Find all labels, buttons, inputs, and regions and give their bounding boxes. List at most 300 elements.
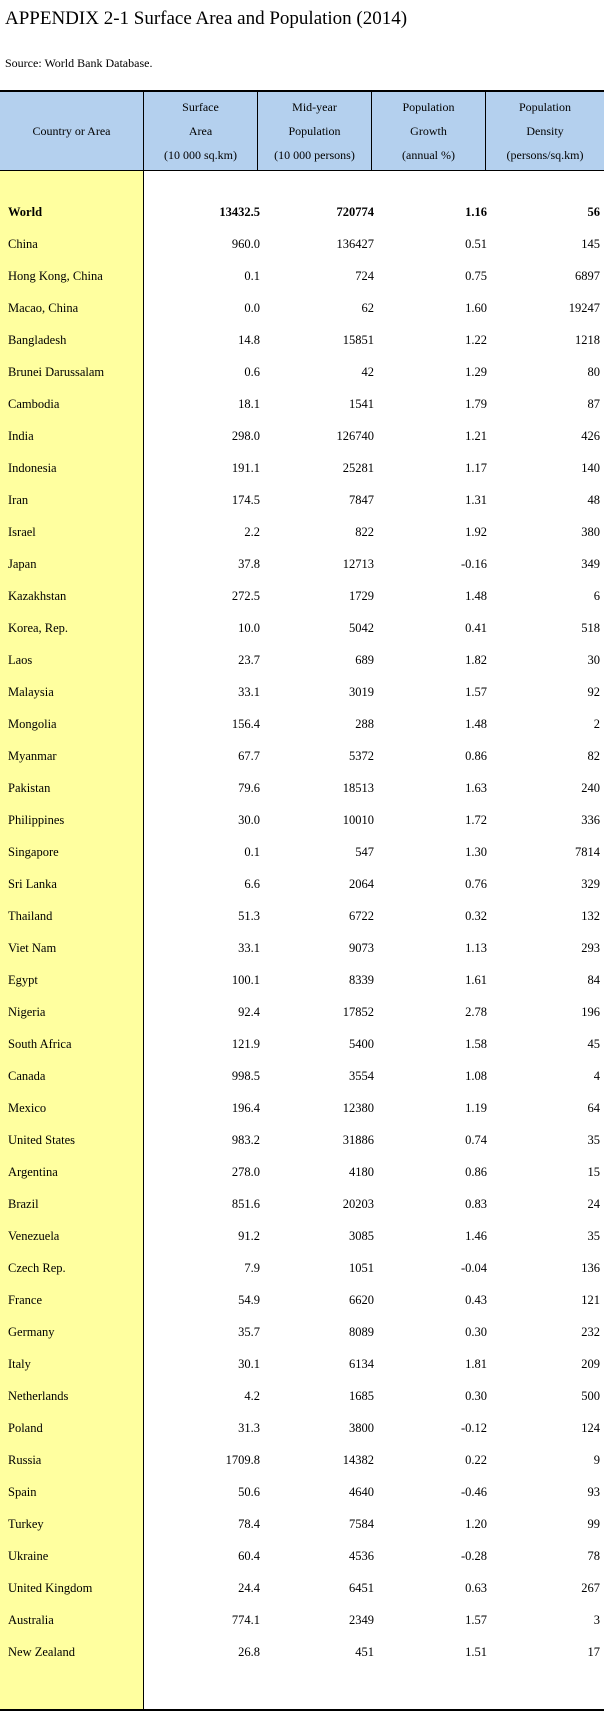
cell-surface-area: 79.6: [238, 781, 260, 795]
cell-density: 209: [581, 1357, 600, 1371]
cell-country: Singapore: [8, 845, 59, 859]
cell-surface-area: 851.6: [231, 1197, 260, 1211]
cell-country: Italy: [8, 1357, 31, 1371]
cell-population: 2349: [349, 1613, 374, 1627]
table-row: [0, 516, 604, 548]
header-line: Population: [402, 100, 455, 114]
cell-growth: 1.20: [465, 1517, 487, 1531]
cell-growth: 0.63: [465, 1581, 487, 1595]
cell-surface-area: 7.9: [244, 1261, 260, 1275]
cell-growth: 1.51: [465, 1645, 487, 1659]
cell-population: 1051: [349, 1261, 374, 1275]
cell-growth: 0.41: [465, 621, 487, 635]
cell-country: Myanmar: [8, 749, 57, 763]
cell-density: 426: [581, 429, 600, 443]
cell-surface-area: 26.8: [238, 1645, 260, 1659]
cell-country: Poland: [8, 1421, 43, 1435]
cell-country: Turkey: [8, 1517, 44, 1531]
cell-density: 7814: [575, 845, 600, 859]
cell-surface-area: 24.4: [238, 1581, 260, 1595]
cell-density: 380: [581, 525, 600, 539]
table-row: [0, 1060, 604, 1092]
table-row: [0, 804, 604, 836]
header-line: (persons/sq.km): [506, 148, 584, 162]
cell-growth: 1.21: [465, 429, 487, 443]
cell-growth: 0.22: [465, 1453, 487, 1467]
cell-density: 56: [587, 205, 600, 219]
cell-surface-area: 10.0: [238, 621, 260, 635]
cell-growth: 1.57: [465, 1613, 487, 1627]
cell-population: 6620: [349, 1293, 374, 1307]
table-row: [0, 676, 604, 708]
cell-growth: 0.83: [465, 1197, 487, 1211]
cell-population: 689: [355, 653, 374, 667]
cell-population: 822: [355, 525, 374, 539]
cell-surface-area: 14.8: [238, 333, 260, 347]
cell-population: 5372: [349, 749, 374, 763]
cell-surface-area: 960.0: [231, 237, 260, 251]
cell-density: 9: [593, 1453, 600, 1467]
column-divider: [371, 92, 372, 170]
cell-country: Thailand: [8, 909, 53, 923]
header-line: Population: [518, 100, 571, 114]
cell-country: Ukraine: [8, 1549, 49, 1563]
cell-country: Cambodia: [8, 397, 60, 411]
cell-surface-area: 191.1: [231, 461, 260, 475]
table-row: [0, 1220, 604, 1252]
table-row: [0, 1508, 604, 1540]
cell-country: New Zealand: [8, 1645, 75, 1659]
table-row: [0, 1284, 604, 1316]
cell-density: 45: [587, 1037, 600, 1051]
header-growth: [372, 92, 485, 170]
cell-population: 3085: [349, 1229, 374, 1243]
cell-growth: 0.32: [465, 909, 487, 923]
cell-country: Nigeria: [8, 1005, 46, 1019]
cell-population: 5400: [349, 1037, 374, 1051]
cell-country: Kazakhstan: [8, 589, 67, 603]
cell-surface-area: 91.2: [238, 1229, 260, 1243]
cell-surface-area: 774.1: [231, 1613, 260, 1627]
cell-growth: 1.30: [465, 845, 487, 859]
cell-country: Korea, Rep.: [8, 621, 69, 635]
header-line: Area: [188, 124, 213, 138]
cell-country: Hong Kong, China: [8, 269, 103, 283]
header-line: Mid-year: [292, 100, 337, 114]
header-population: [258, 92, 371, 170]
cell-surface-area: 121.9: [231, 1037, 260, 1051]
cell-surface-area: 51.3: [238, 909, 260, 923]
table-bottom-rule: [0, 1709, 604, 1711]
column-divider: [257, 92, 258, 170]
cell-density: 35: [587, 1133, 600, 1147]
cell-density: 99: [587, 1517, 600, 1531]
cell-growth: -0.12: [460, 1421, 487, 1435]
cell-growth: 1.60: [465, 301, 487, 315]
cell-surface-area: 998.5: [231, 1069, 260, 1083]
cell-population: 8339: [349, 973, 374, 987]
cell-density: 1218: [575, 333, 600, 347]
table-row: [0, 484, 604, 516]
cell-population: 1541: [349, 397, 374, 411]
table-row: [0, 868, 604, 900]
cell-growth: 1.81: [465, 1357, 487, 1371]
table-row: [0, 420, 604, 452]
cell-surface-area: 0.6: [244, 365, 260, 379]
cell-surface-area: 92.4: [238, 1005, 260, 1019]
table-row: [0, 900, 604, 932]
cell-population: 6451: [349, 1581, 374, 1595]
cell-population: 9073: [349, 941, 374, 955]
cell-density: 30: [587, 653, 600, 667]
cell-surface-area: 174.5: [231, 493, 260, 507]
cell-population: 724: [355, 269, 374, 283]
cell-country: Argentina: [8, 1165, 58, 1179]
table-row: [0, 740, 604, 772]
table-row: [0, 612, 604, 644]
cell-population: 6134: [349, 1357, 374, 1371]
cell-surface-area: 30.1: [238, 1357, 260, 1371]
cell-surface-area: 31.3: [238, 1421, 260, 1435]
header-line: Surface: [182, 100, 219, 114]
header-line: Population: [288, 124, 341, 138]
table-row: [0, 1604, 604, 1636]
cell-surface-area: 60.4: [238, 1549, 260, 1563]
cell-density: 240: [581, 781, 600, 795]
cell-country: Brunei Darussalam: [8, 365, 105, 379]
table-row: [0, 1348, 604, 1380]
cell-density: 3: [593, 1613, 600, 1627]
cell-growth: -0.46: [460, 1485, 487, 1499]
cell-growth: 0.76: [465, 877, 487, 891]
cell-population: 12380: [342, 1101, 374, 1115]
cell-country: World: [8, 205, 43, 219]
cell-density: 6: [593, 589, 600, 603]
cell-growth: 1.61: [465, 973, 487, 987]
cell-growth: 0.30: [465, 1389, 487, 1403]
cell-density: 6897: [575, 269, 600, 283]
cell-density: 232: [581, 1325, 600, 1339]
table-row: [0, 1316, 604, 1348]
table-row: [0, 1188, 604, 1220]
cell-population: 4536: [349, 1549, 374, 1563]
cell-density: 24: [587, 1197, 600, 1211]
cell-density: 84: [587, 973, 600, 987]
cell-growth: 1.82: [465, 653, 487, 667]
cell-growth: 1.46: [465, 1229, 487, 1243]
cell-population: 547: [355, 845, 374, 859]
cell-country: Israel: [8, 525, 36, 539]
cell-density: 267: [581, 1581, 600, 1595]
table-row: [0, 292, 604, 324]
cell-country: Canada: [8, 1069, 46, 1083]
table-row: [0, 932, 604, 964]
cell-density: 329: [581, 877, 600, 891]
cell-density: 140: [581, 461, 600, 475]
table-row: [0, 1636, 604, 1668]
cell-population: 31886: [342, 1133, 374, 1147]
cell-country: Spain: [8, 1485, 37, 1499]
cell-growth: 0.74: [465, 1133, 487, 1147]
cell-density: 78: [587, 1549, 600, 1563]
cell-density: 15: [587, 1165, 600, 1179]
table-row: [0, 644, 604, 676]
cell-growth: 1.08: [465, 1069, 487, 1083]
cell-country: South Africa: [8, 1037, 72, 1051]
cell-growth: -0.04: [460, 1261, 487, 1275]
cell-density: 17: [587, 1645, 600, 1659]
cell-country: Sri Lanka: [8, 877, 57, 891]
header-line: Density: [526, 124, 564, 138]
cell-country: United Kingdom: [8, 1581, 93, 1595]
table-row: [0, 836, 604, 868]
page-title: APPENDIX 2-1 Surface Area and Population (2014): [5, 8, 408, 29]
table-row: [0, 1380, 604, 1412]
cell-growth: 1.63: [465, 781, 487, 795]
cell-growth: 1.92: [465, 525, 487, 539]
cell-density: 132: [581, 909, 600, 923]
header-bottom-rule: [0, 170, 604, 171]
cell-growth: 1.17: [465, 461, 487, 475]
source-note: Source: World Bank Database.: [5, 56, 153, 70]
cell-surface-area: 35.7: [238, 1325, 260, 1339]
cell-growth: 1.31: [465, 493, 487, 507]
table-row: [0, 1476, 604, 1508]
table-row: [0, 1124, 604, 1156]
cell-growth: 0.51: [465, 237, 487, 251]
cell-country: Iran: [8, 493, 29, 507]
cell-density: 93: [587, 1485, 600, 1499]
cell-density: 48: [587, 493, 600, 507]
cell-density: 124: [581, 1421, 600, 1435]
table-row: [0, 1412, 604, 1444]
header-country-line: Country or Area: [32, 124, 111, 138]
cell-growth: 0.43: [465, 1293, 487, 1307]
cell-growth: 1.72: [465, 813, 487, 827]
cell-country: Netherlands: [8, 1389, 69, 1403]
cell-country: Bangladesh: [8, 333, 67, 347]
table-row: [0, 452, 604, 484]
cell-growth: 1.48: [465, 717, 487, 731]
cell-population: 5042: [349, 621, 374, 635]
table-row: [0, 1540, 604, 1572]
header-line: (10 000 persons): [274, 148, 355, 162]
cell-population: 42: [361, 365, 374, 379]
cell-surface-area: 50.6: [238, 1485, 260, 1499]
cell-country: China: [8, 237, 38, 251]
cell-country: Brazil: [8, 1197, 39, 1211]
cell-density: 82: [587, 749, 600, 763]
cell-country: Pakistan: [8, 781, 51, 795]
cell-country: Germany: [8, 1325, 55, 1339]
cell-growth: -0.28: [460, 1549, 487, 1563]
table-row: [0, 324, 604, 356]
cell-growth: 0.30: [465, 1325, 487, 1339]
cell-population: 6722: [349, 909, 374, 923]
cell-surface-area: 6.6: [244, 877, 260, 891]
cell-growth: 1.58: [465, 1037, 487, 1051]
cell-density: 518: [581, 621, 600, 635]
table-row: [0, 708, 604, 740]
cell-growth: 1.48: [465, 589, 487, 603]
cell-country: United States: [8, 1133, 76, 1147]
cell-population: 7584: [349, 1517, 374, 1531]
cell-population: 62: [361, 301, 374, 315]
cell-surface-area: 33.1: [238, 941, 260, 955]
cell-growth: 1.16: [465, 205, 487, 219]
cell-country: Philippines: [8, 813, 65, 827]
table-row: [0, 996, 604, 1028]
cell-population: 17852: [342, 1005, 374, 1019]
table-row: [0, 772, 604, 804]
cell-density: 4: [593, 1069, 600, 1083]
header-country: [0, 92, 143, 170]
cell-population: 15851: [342, 333, 374, 347]
cell-growth: 0.86: [465, 749, 487, 763]
table-row: [0, 1156, 604, 1188]
cell-country: Macao, China: [8, 301, 79, 315]
cell-density: 92: [587, 685, 600, 699]
cell-country: Mongolia: [8, 717, 57, 731]
cell-population: 1729: [349, 589, 374, 603]
cell-growth: 1.13: [465, 941, 487, 955]
column-divider: [485, 92, 486, 170]
cell-population: 8089: [349, 1325, 374, 1339]
cell-population: 20203: [342, 1197, 374, 1211]
cell-surface-area: 0.1: [244, 269, 260, 283]
cell-country: Egypt: [8, 973, 38, 987]
cell-country: Australia: [8, 1613, 54, 1627]
cell-density: 196: [581, 1005, 600, 1019]
cell-population: 1685: [349, 1389, 374, 1403]
header-line: (10 000 sq.km): [164, 148, 237, 162]
cell-density: 500: [581, 1389, 600, 1403]
cell-growth: 0.86: [465, 1165, 487, 1179]
cell-density: 35: [587, 1229, 600, 1243]
cell-country: Malaysia: [8, 685, 54, 699]
cell-surface-area: 278.0: [231, 1165, 260, 1179]
cell-surface-area: 13432.5: [219, 205, 260, 219]
table-row: [0, 1252, 604, 1284]
cell-population: 10010: [342, 813, 374, 827]
cell-population: 12713: [342, 557, 374, 571]
cell-growth: 1.19: [465, 1101, 487, 1115]
cell-population: 136427: [336, 237, 374, 251]
cell-country: Venezuela: [8, 1229, 60, 1243]
cell-growth: 1.57: [465, 685, 487, 699]
cell-population: 288: [355, 717, 374, 731]
cell-country: Czech Rep.: [8, 1261, 66, 1275]
cell-density: 80: [587, 365, 600, 379]
table-row: [0, 548, 604, 580]
cell-surface-area: 4.2: [244, 1389, 260, 1403]
cell-country: Indonesia: [8, 461, 57, 475]
cell-surface-area: 0.1: [244, 845, 260, 859]
cell-density: 121: [581, 1293, 600, 1307]
cell-growth: 1.22: [465, 333, 487, 347]
cell-population: 451: [355, 1645, 374, 1659]
cell-density: 293: [581, 941, 600, 955]
cell-country: Japan: [8, 557, 37, 571]
cell-population: 3554: [349, 1069, 374, 1083]
cell-growth: 0.75: [465, 269, 487, 283]
cell-population: 14382: [342, 1453, 374, 1467]
cell-density: 87: [587, 397, 600, 411]
cell-surface-area: 983.2: [231, 1133, 260, 1147]
cell-population: 4180: [349, 1165, 374, 1179]
cell-population: 7847: [349, 493, 374, 507]
cell-population: 25281: [342, 461, 374, 475]
cell-surface-area: 0.0: [244, 301, 260, 315]
cell-density: 136: [581, 1261, 600, 1275]
cell-surface-area: 156.4: [231, 717, 260, 731]
cell-surface-area: 196.4: [231, 1101, 260, 1115]
cell-surface-area: 1709.8: [225, 1453, 260, 1467]
cell-population: 18513: [342, 781, 374, 795]
cell-surface-area: 33.1: [238, 685, 260, 699]
cell-density: 64: [587, 1101, 600, 1115]
header-line: (annual %): [402, 148, 455, 162]
table-row: [0, 1444, 604, 1476]
cell-surface-area: 78.4: [238, 1517, 260, 1531]
table-row: [0, 1028, 604, 1060]
cell-country: Laos: [8, 653, 33, 667]
cell-density: 19247: [568, 301, 600, 315]
table-row: [0, 356, 604, 388]
header-surface-area: [144, 92, 257, 170]
cell-density: 2: [593, 717, 600, 731]
cell-surface-area: 30.0: [238, 813, 260, 827]
cell-surface-area: 67.7: [238, 749, 260, 763]
table-row: [0, 964, 604, 996]
cell-density: 145: [581, 237, 600, 251]
cell-growth: 1.79: [465, 397, 487, 411]
cell-population: 4640: [349, 1485, 374, 1499]
cell-surface-area: 54.9: [238, 1293, 260, 1307]
cell-country: Russia: [8, 1453, 42, 1467]
cell-surface-area: 37.8: [238, 557, 260, 571]
cell-surface-area: 2.2: [244, 525, 260, 539]
cell-growth: 2.78: [465, 1005, 487, 1019]
cell-country: Viet Nam: [8, 941, 57, 955]
table-row: [0, 388, 604, 420]
cell-population: 3800: [349, 1421, 374, 1435]
cell-surface-area: 298.0: [231, 429, 260, 443]
table-row: [0, 1092, 604, 1124]
cell-population: 2064: [349, 877, 374, 891]
cell-population: 126740: [336, 429, 374, 443]
cell-surface-area: 18.1: [238, 397, 260, 411]
cell-country: Mexico: [8, 1101, 47, 1115]
cell-growth: -0.16: [460, 557, 487, 571]
table-row: [0, 228, 604, 260]
cell-country: France: [8, 1293, 43, 1307]
cell-density: 336: [581, 813, 600, 827]
cell-growth: 1.29: [465, 365, 487, 379]
cell-country: India: [8, 429, 34, 443]
cell-population: 3019: [349, 685, 374, 699]
cell-population: 720774: [336, 205, 374, 219]
header-density: [486, 92, 604, 170]
table-row: [0, 260, 604, 292]
cell-density: 349: [581, 557, 600, 571]
table-row: [0, 1572, 604, 1604]
cell-surface-area: 23.7: [238, 653, 260, 667]
cell-surface-area: 272.5: [231, 589, 260, 603]
cell-surface-area: 100.1: [231, 973, 260, 987]
header-line: Growth: [410, 124, 447, 138]
table-row-world: [0, 196, 604, 228]
